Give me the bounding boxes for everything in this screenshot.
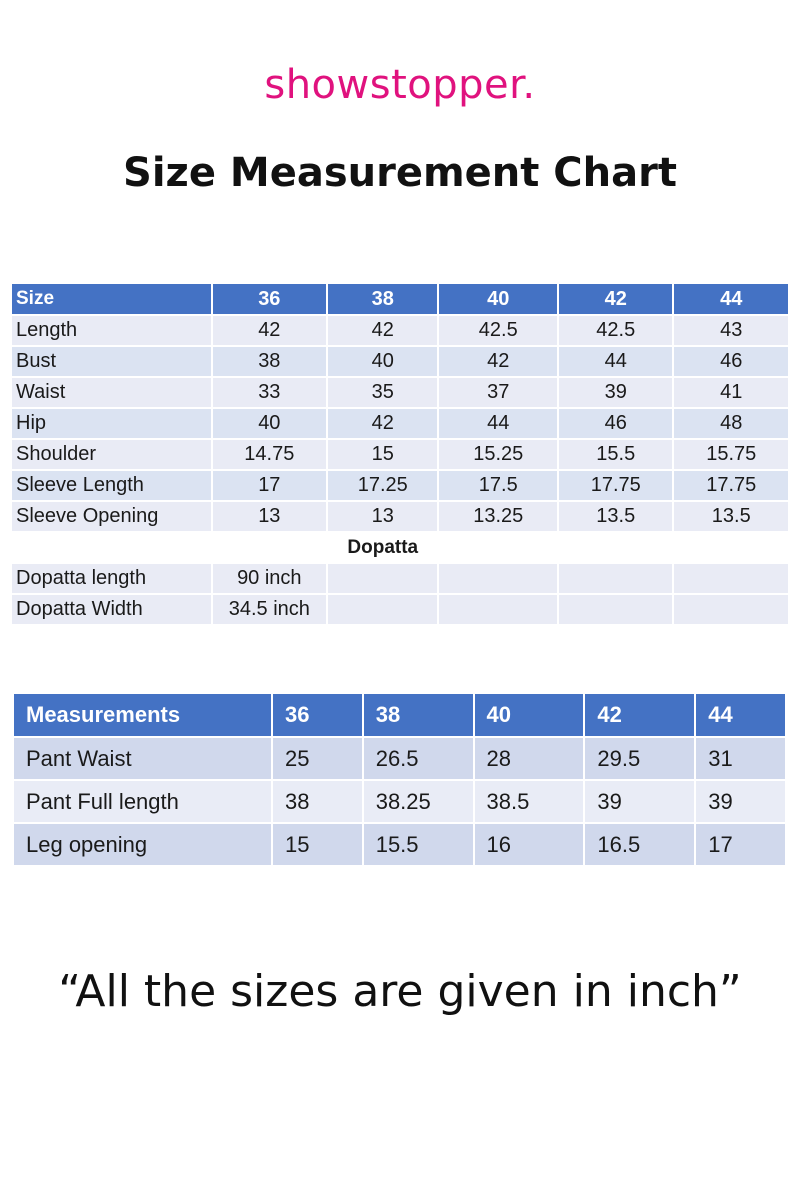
table-row (12, 502, 788, 531)
table-cell: 44 (439, 409, 557, 438)
table-row (12, 471, 788, 500)
inch-note: “All the sizes are given in inch” (58, 966, 742, 1017)
table-cell: 16.5 (585, 824, 694, 865)
page-title: Size Measurement Chart (123, 150, 677, 196)
table-cell: 17.5 (439, 471, 557, 500)
table-cell: 17.25 (328, 471, 437, 500)
table-cell: 17.75 (559, 471, 672, 500)
table-cell (559, 595, 672, 624)
table-cell: 25 (273, 738, 362, 779)
table-cell (439, 533, 557, 562)
row-label: Hip (12, 409, 211, 438)
table-row (12, 409, 788, 438)
table-cell: 17 (696, 824, 785, 865)
table-cell (328, 564, 437, 593)
table-cell (213, 533, 326, 562)
table-row (12, 440, 788, 469)
table-cell: 46 (559, 409, 672, 438)
row-label: Sleeve Opening (12, 502, 211, 531)
table-cell (674, 595, 788, 624)
pant-table-header-row (14, 694, 785, 736)
brand-logo: showstopper. (264, 62, 536, 108)
table-row (12, 316, 788, 345)
row-label: Pant Waist (14, 738, 271, 779)
table-cell (12, 533, 211, 562)
table-cell: 40 (213, 409, 326, 438)
table-row (12, 564, 788, 593)
table-cell: 28 (475, 738, 584, 779)
table-cell: 13.5 (674, 502, 788, 531)
table-cell: 38.25 (364, 781, 473, 822)
table-cell: 40 (328, 347, 437, 376)
row-label: Leg opening (14, 824, 271, 865)
table-cell: 15.5 (559, 440, 672, 469)
size-table-header-row (12, 284, 788, 314)
header-cell: 44 (696, 694, 785, 736)
table-cell: 15 (273, 824, 362, 865)
table-cell: 29.5 (585, 738, 694, 779)
table-cell: 38.5 (475, 781, 584, 822)
header-cell: 36 (213, 284, 326, 314)
table-cell: 38 (273, 781, 362, 822)
table-cell: 44 (559, 347, 672, 376)
table-cell (674, 564, 788, 593)
row-label: Waist (12, 378, 211, 407)
table-row (12, 595, 788, 624)
table-cell: 38 (213, 347, 326, 376)
table-cell: 43 (674, 316, 788, 345)
table-cell: 42.5 (439, 316, 557, 345)
table-cell: 17 (213, 471, 326, 500)
table-cell (328, 595, 437, 624)
size-measurement-table (10, 282, 790, 626)
table-cell: 15.25 (439, 440, 557, 469)
pant-measurement-table (12, 692, 787, 867)
table-row (14, 824, 785, 865)
header-cell: 38 (364, 694, 473, 736)
table-cell: 15.5 (364, 824, 473, 865)
table-cell: 33 (213, 378, 326, 407)
table-cell: 34.5 inch (213, 595, 326, 624)
table-cell: 90 inch (213, 564, 326, 593)
header-cell: 38 (328, 284, 437, 314)
table-cell: 42 (213, 316, 326, 345)
row-label: Pant Full length (14, 781, 271, 822)
row-label: Sleeve Length (12, 471, 211, 500)
table-cell: 42 (328, 409, 437, 438)
table-row (12, 347, 788, 376)
header-cell: 44 (674, 284, 788, 314)
table-cell: 42 (328, 316, 437, 345)
table-cell: 42 (439, 347, 557, 376)
row-label: Dopatta Width (12, 595, 211, 624)
table-cell: 14.75 (213, 440, 326, 469)
table-cell: 41 (674, 378, 788, 407)
row-label: Length (12, 316, 211, 345)
table-row (14, 738, 785, 779)
header-cell: Size (12, 284, 211, 314)
table-cell (439, 564, 557, 593)
table-cell: 48 (674, 409, 788, 438)
dopatta-section-row (12, 533, 788, 562)
row-label: Shoulder (12, 440, 211, 469)
table-cell: 39 (559, 378, 672, 407)
header-cell: 42 (585, 694, 694, 736)
table-cell: 16 (475, 824, 584, 865)
header-cell: Measurements (14, 694, 271, 736)
table-cell: 46 (674, 347, 788, 376)
table-cell: 37 (439, 378, 557, 407)
table-cell (559, 533, 672, 562)
header-cell: 36 (273, 694, 362, 736)
table-row (12, 378, 788, 407)
row-label: Bust (12, 347, 211, 376)
table-cell: 13.5 (559, 502, 672, 531)
table-cell: 15 (328, 440, 437, 469)
table-row (14, 781, 785, 822)
table-cell (439, 595, 557, 624)
row-label: Dopatta length (12, 564, 211, 593)
table-cell: 42.5 (559, 316, 672, 345)
table-cell: 26.5 (364, 738, 473, 779)
table-cell (559, 564, 672, 593)
dopatta-section-label: Dopatta (328, 533, 437, 562)
table-cell: 39 (585, 781, 694, 822)
table-cell: 31 (696, 738, 785, 779)
table-cell: 13 (328, 502, 437, 531)
table-cell: 13 (213, 502, 326, 531)
header-cell: 40 (475, 694, 584, 736)
table-cell: 13.25 (439, 502, 557, 531)
table-cell: 39 (696, 781, 785, 822)
table-cell: 17.75 (674, 471, 788, 500)
table-cell: 35 (328, 378, 437, 407)
table-cell: 15.75 (674, 440, 788, 469)
header-cell: 40 (439, 284, 557, 314)
header-cell: 42 (559, 284, 672, 314)
table-cell (674, 533, 788, 562)
